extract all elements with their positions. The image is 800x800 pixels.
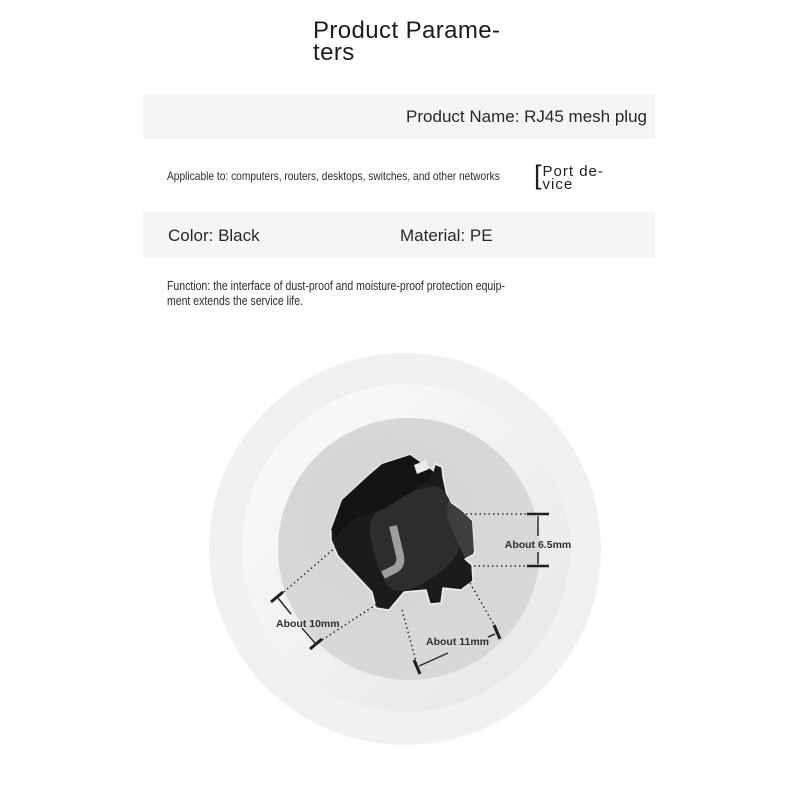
page-title-line1: Product Parame- — [313, 17, 501, 44]
product-name-bar — [143, 94, 655, 139]
applicable-text: Applicable to: computers, routers, desktops, switches, and other networks — [167, 169, 500, 183]
port-device-lines — [543, 162, 604, 191]
color-value: Color: Black — [168, 226, 260, 245]
page-title — [313, 17, 501, 66]
color-material-bar — [143, 212, 655, 258]
port-device-line2: vice — [542, 176, 574, 193]
material-value: Material: PE — [400, 226, 493, 245]
dimension-height-label: About 6.5mm — [504, 539, 572, 551]
product-figure — [190, 340, 620, 752]
port-device-note — [534, 162, 604, 191]
function-text-line1: Function: the interface of dust-proof and moisture-proof protection equip- — [167, 279, 505, 293]
dimension-depth-label: About 11mm — [426, 636, 490, 648]
dimension-width-label: About 10mm — [276, 618, 340, 630]
page-title-line2: ters — [313, 39, 355, 66]
function-text-line2: ment extends the service life. — [167, 294, 303, 308]
function-text — [167, 279, 505, 309]
product-name-text: Product Name: RJ45 mesh plug — [406, 106, 647, 126]
bracket-glyph: [ — [534, 160, 542, 190]
port-device-line1: Port de- — [542, 163, 604, 180]
